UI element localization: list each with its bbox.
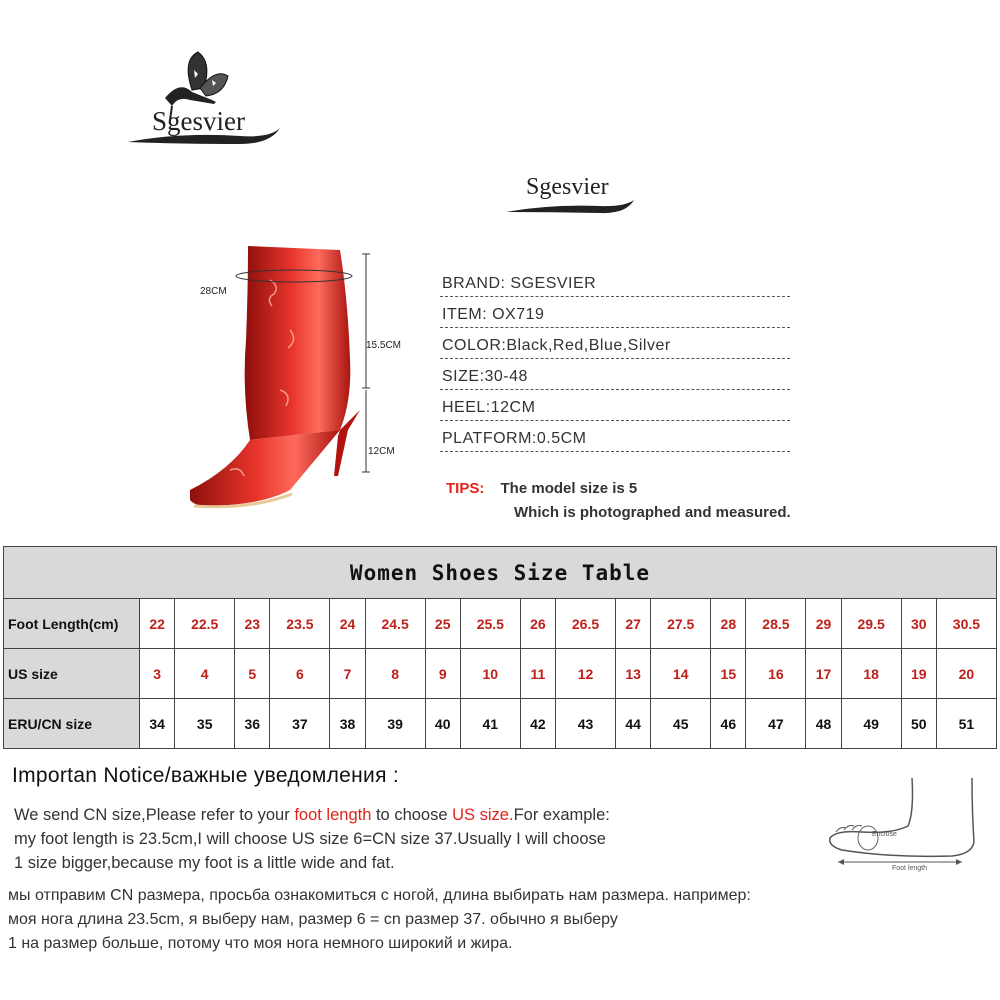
table-cell: 20 <box>936 649 996 699</box>
table-cell: 30 <box>901 599 936 649</box>
table-cell: 37 <box>270 699 330 749</box>
foot-length-label: Foot length <box>892 865 928 872</box>
butterfly-heel-icon <box>120 40 290 160</box>
table-cell: 13 <box>616 649 651 699</box>
notice-title: Importan Notice/важные уведомления : <box>12 764 400 787</box>
notice-en-line2: my foot length is 23.5cm,I will choose US size 6=CN size 37.Usually I will choose <box>14 830 606 848</box>
table-cell: 14 <box>651 649 711 699</box>
enclose-label: Enclose <box>872 831 897 838</box>
table-row <box>4 599 997 649</box>
table-cell: 23 <box>235 599 270 649</box>
table-row <box>4 699 997 749</box>
table-cell: 15 <box>711 649 746 699</box>
table-cell: 26.5 <box>556 599 616 649</box>
table-cell: 19 <box>901 649 936 699</box>
table-cell: 49 <box>841 699 901 749</box>
table-cell: 35 <box>175 699 235 749</box>
table-cell: 10 <box>460 649 520 699</box>
us-size-highlight: US size. <box>452 806 514 824</box>
row-label-us-size: US size <box>4 649 140 699</box>
spec-brand: BRAND: SGESVIER <box>440 266 800 297</box>
brand-logo-top <box>120 40 290 160</box>
table-cell: 25.5 <box>460 599 520 649</box>
table-cell: 48 <box>806 699 841 749</box>
table-cell: 16 <box>746 649 806 699</box>
foot-outline-icon <box>822 772 992 872</box>
table-cell: 22.5 <box>175 599 235 649</box>
table-cell: 36 <box>235 699 270 749</box>
table-cell: 17 <box>806 649 841 699</box>
red-boot-image <box>190 240 430 530</box>
boot-illustration <box>190 240 430 530</box>
table-cell: 18 <box>841 649 901 699</box>
table-cell: 6 <box>270 649 330 699</box>
notice-en-line1: We send CN size,Please refer to your foot length to choose US size.For example: <box>14 806 610 824</box>
tips-line2: Which is photographed and measured. <box>514 504 791 521</box>
notice-russian <box>8 884 751 956</box>
size-table-title-row <box>4 547 997 599</box>
notice-ru-line1: мы отправим CN размера, просьба ознакомиться с ногой, длина выбирать нам размера. например: <box>8 887 751 904</box>
shaft-height-label: 15.5CM <box>366 340 402 351</box>
notice-en-line3: 1 size bigger,because my foot is a little wide and fat. <box>14 854 395 872</box>
row-label-eru-cn-size: ERU/CN size <box>4 699 140 749</box>
tips-line1: The model size is 5 <box>500 480 638 497</box>
table-cell: 29.5 <box>841 599 901 649</box>
table-cell: 41 <box>460 699 520 749</box>
table-cell: 7 <box>330 649 365 699</box>
tips-label: TIPS: <box>446 480 485 497</box>
table-cell: 3 <box>140 649 175 699</box>
table-cell: 38 <box>330 699 365 749</box>
table-cell: 28 <box>711 599 746 649</box>
table-cell: 27 <box>616 599 651 649</box>
table-cell: 8 <box>365 649 425 699</box>
table-cell: 11 <box>520 649 555 699</box>
table-cell: 40 <box>425 699 460 749</box>
notice-ru-line2: моя нога длина 23.5cm, я выберу нам, размер 6 = cn размер 37. обычно я выберу <box>8 911 618 928</box>
table-cell: 50 <box>901 699 936 749</box>
circumference-label: 28CM <box>200 286 227 297</box>
spec-platform: PLATFORM:0.5CM <box>440 421 800 452</box>
tips <box>446 480 791 521</box>
spec-heel: HEEL:12CM <box>440 390 800 421</box>
table-cell: 27.5 <box>651 599 711 649</box>
table-cell: 29 <box>806 599 841 649</box>
product-specs <box>440 266 800 452</box>
size-table <box>3 546 997 749</box>
table-cell: 42 <box>520 699 555 749</box>
row-label-foot-length: Foot Length(cm) <box>4 599 140 649</box>
table-cell: 24 <box>330 599 365 649</box>
brand-logo-text-mid: Sgesvier <box>526 174 609 200</box>
table-row <box>4 649 997 699</box>
table-cell: 25 <box>425 599 460 649</box>
brand-logo-text: Sgesvier <box>152 106 245 136</box>
table-cell: 30.5 <box>936 599 996 649</box>
spec-item: ITEM: OX719 <box>440 297 800 328</box>
foot-length-highlight: foot length <box>294 806 372 824</box>
heel-height-label: 12CM <box>368 446 395 457</box>
table-cell: 12 <box>556 649 616 699</box>
table-cell: 47 <box>746 699 806 749</box>
table-cell: 51 <box>936 699 996 749</box>
table-cell: 5 <box>235 649 270 699</box>
table-cell: 4 <box>175 649 235 699</box>
table-cell: 26 <box>520 599 555 649</box>
foot-measure-diagram <box>822 772 992 872</box>
table-cell: 45 <box>651 699 711 749</box>
table-cell: 39 <box>365 699 425 749</box>
spec-color: COLOR:Black,Red,Blue,Silver <box>440 328 800 359</box>
table-cell: 44 <box>616 699 651 749</box>
table-cell: 46 <box>711 699 746 749</box>
spec-size: SIZE:30-48 <box>440 359 800 390</box>
table-cell: 22 <box>140 599 175 649</box>
table-cell: 23.5 <box>270 599 330 649</box>
notice-ru-line3: 1 на размер больше, потому что моя нога немного широкий и жира. <box>8 935 513 952</box>
table-cell: 34 <box>140 699 175 749</box>
table-cell: 43 <box>556 699 616 749</box>
table-cell: 24.5 <box>365 599 425 649</box>
table-cell: 9 <box>425 649 460 699</box>
brand-logo-mid <box>500 170 650 220</box>
table-cell: 28.5 <box>746 599 806 649</box>
size-table-title: Women Shoes Size Table <box>4 547 997 599</box>
notice-english <box>14 803 610 875</box>
